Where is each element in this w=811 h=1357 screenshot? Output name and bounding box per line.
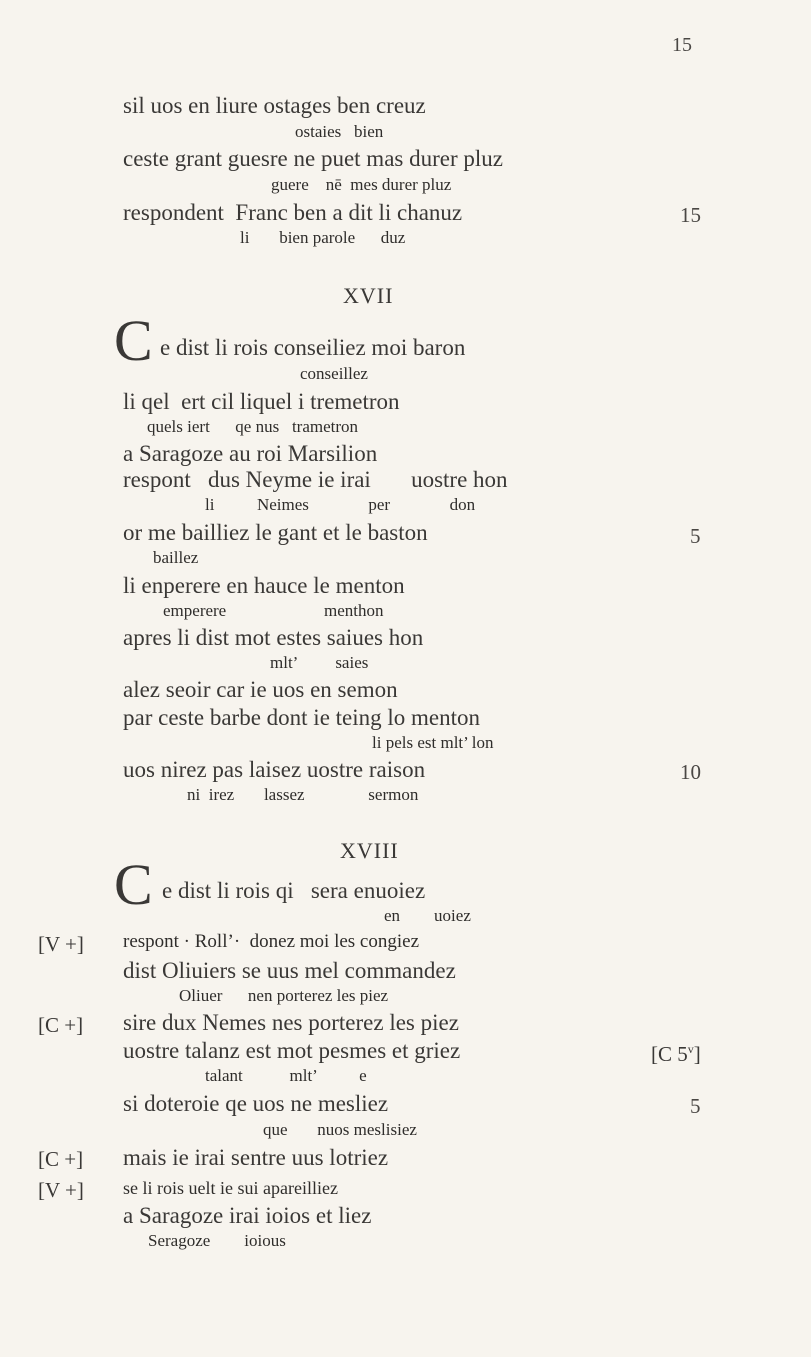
verse-line: apres li dist mot estes saiues hon xyxy=(123,625,424,650)
variant-gloss: guere nē mes durer pluz xyxy=(271,175,452,194)
initial-letter: C xyxy=(114,308,153,373)
verse-line: si doteroie qe uos ne mesliez xyxy=(123,1091,389,1116)
folio-text: [C 5 xyxy=(651,1042,688,1066)
line-number: 15 xyxy=(680,203,701,227)
siglum-bracket: [V +] xyxy=(38,1178,84,1202)
verse-line: a Saragoze irai ioios et liez xyxy=(123,1203,372,1228)
verse-line: li enperere en hauce le menton xyxy=(123,573,405,598)
initial-letter: C xyxy=(114,852,153,917)
verse-line: dist Oliuiers se uus mel commandez xyxy=(123,958,456,983)
variant-gloss: ostaies bien xyxy=(295,122,384,141)
laisse-heading: XVII xyxy=(343,283,394,308)
folio-verso-mark: v xyxy=(687,1042,694,1056)
variant-gloss: mlt’ saies xyxy=(270,653,369,672)
laisse-heading: XVIII xyxy=(340,838,399,863)
verse-line: uos nirez pas laisez uostre raison xyxy=(123,757,426,782)
variant-gloss: Seragoze ioious xyxy=(148,1231,286,1250)
siglum-bracket: [C +] xyxy=(38,1147,84,1171)
verse-line: respont · Roll’· donez moi les congiez xyxy=(123,931,420,952)
line-number: 5 xyxy=(690,524,701,548)
verse-line: respondent Franc ben a dit li chanuz xyxy=(123,200,463,225)
verse-line: sire dux Nemes nes porterez les piez xyxy=(123,1010,459,1035)
siglum-bracket: [C +] xyxy=(38,1013,84,1037)
variant-gloss: baillez xyxy=(153,548,199,567)
variant-gloss: que nuos meslisiez xyxy=(263,1120,417,1139)
folio-close: ] xyxy=(693,1042,701,1066)
variant-gloss: quels iert qe nus trametron xyxy=(147,417,359,436)
page-number: 15 xyxy=(672,34,692,56)
verse-line: sil uos en liure ostages ben creuz xyxy=(123,93,426,118)
variant-gloss: en uoiez xyxy=(384,906,471,925)
line-number: 10 xyxy=(680,760,701,784)
verse-line: ceste grant guesre ne puet mas durer pluz xyxy=(123,146,503,171)
verse-line: uostre talanz est mot pesmes et griez xyxy=(123,1038,461,1063)
variant-gloss: Oliuer nen porterez les piez xyxy=(179,986,389,1005)
variant-gloss: ni irez lassez sermon xyxy=(187,785,419,804)
verse-line: a Saragoze au roi Marsilion xyxy=(123,441,378,466)
verse-line: alez seoir car ie uos en semon xyxy=(123,677,398,702)
variant-gloss: li bien parole duz xyxy=(240,228,406,247)
verse-line: se li rois uelt ie sui apareilliez xyxy=(123,1178,338,1198)
folio-reference xyxy=(630,1013,701,1090)
variant-gloss: li Neimes per don xyxy=(205,495,476,514)
verse-line: li qel ert cil liquel i tremetron xyxy=(123,389,400,414)
variant-gloss: conseillez xyxy=(300,364,368,383)
variant-gloss: emperere menthon xyxy=(163,601,384,620)
variant-gloss: li pels est mlt’ lon xyxy=(372,733,494,752)
verse-line: respont dus Neyme ie irai uostre hon xyxy=(123,467,508,492)
verse-line: or me bailliez le gant et le baston xyxy=(123,520,428,545)
variant-gloss: talant mlt’ e xyxy=(205,1066,367,1085)
verse-line: par ceste barbe dont ie teing lo menton xyxy=(123,705,481,730)
siglum-bracket: [V +] xyxy=(38,932,84,956)
verse-line: e dist li rois conseiliez moi baron xyxy=(160,335,466,360)
verse-line: mais ie irai sentre uus lotriez xyxy=(123,1145,389,1170)
line-number: 5 xyxy=(690,1094,701,1118)
verse-line: e dist li rois qi sera enuoiez xyxy=(162,878,426,903)
